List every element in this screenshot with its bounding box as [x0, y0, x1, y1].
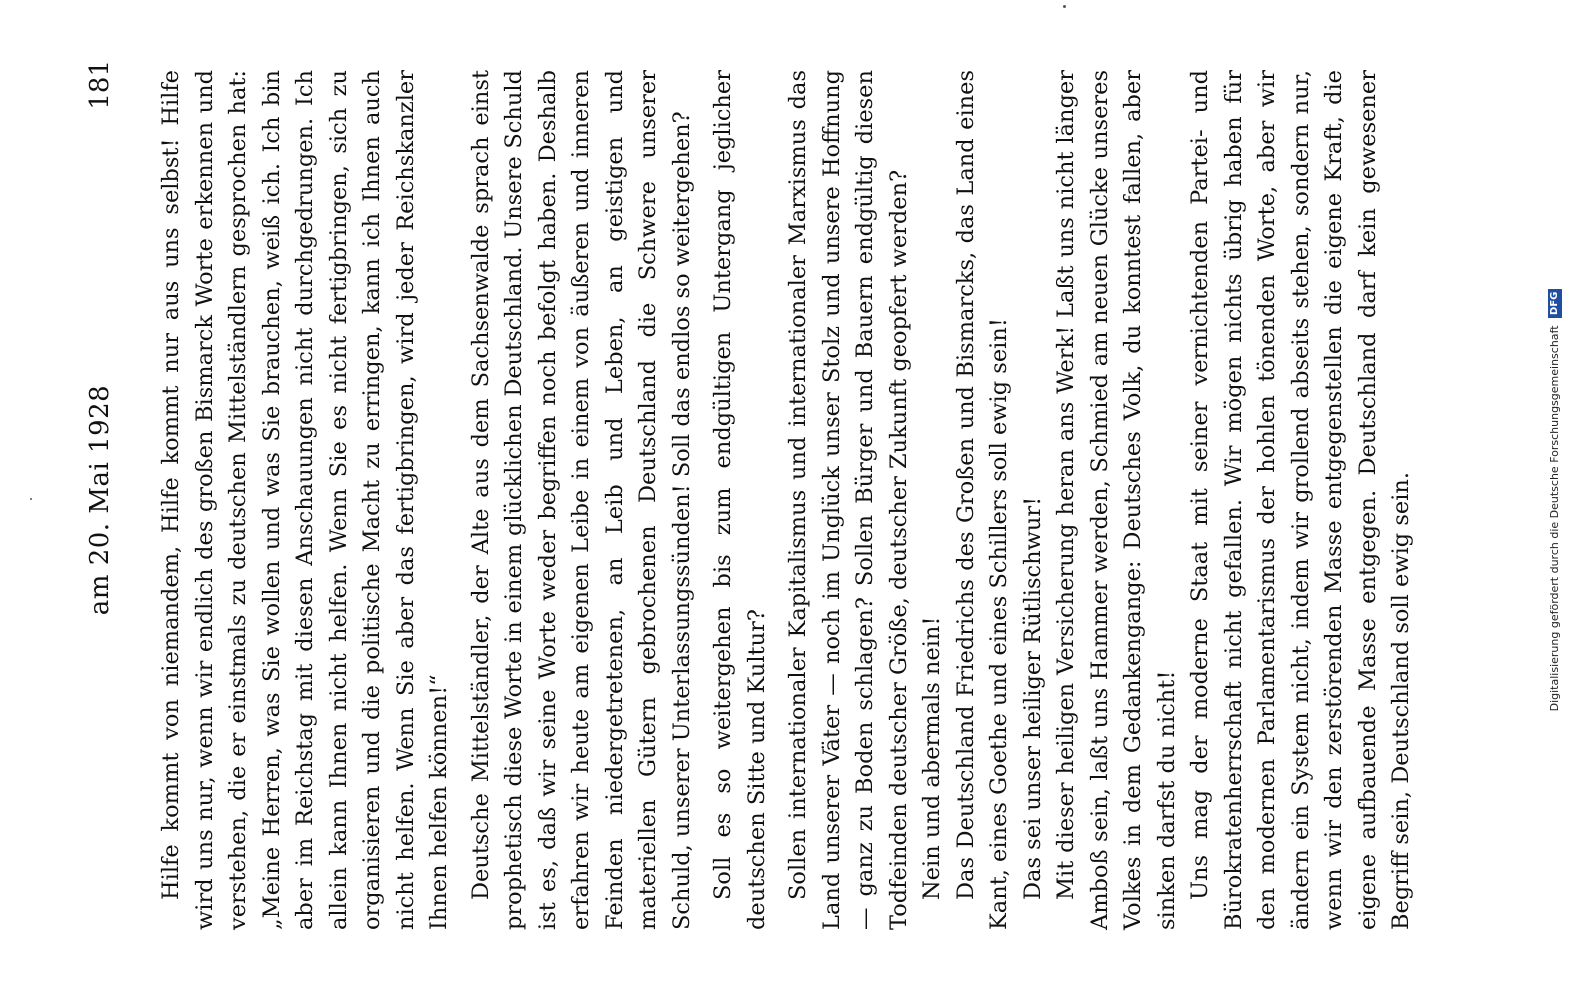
page-header — [85, 40, 125, 960]
scan-speck — [1063, 5, 1066, 8]
paragraph-4: Sollen internationaler Kapitalismus und internationaler Marxismus das Land unserer Väter — noch im Unglück unser Stolz und unsere Hoffnung — ganz zu Boden schlagen? Sollen Bürger und Bauern endgültig diesen Todfeinden deutscher Größe, deutscher Zukunft geopfert werden? — [785, 70, 912, 930]
dfg-logo-icon: DFG — [1548, 289, 1562, 318]
paragraph-2: Deutsche Mittelständler, der Alte aus dem Sachsenwalde sprach einst prophetisch diese Worte in einem glücklichen Deutschland. Unsere Schuld ist es, daß wir seine Worte weder begriffen noch befolgt haben. Deshalb erfahren wir heute am eigenen Leibe in einem von äußeren und inneren Feinden niedergetretenen, an Leib und Leben, an geistigen und materiellen Gütern gebrochenen Deutschland die Schwere unserer Schuld, unserer Unterlassungssünden! Soll das endlos so weitergehen? — [467, 70, 695, 930]
body-text — [155, 70, 1419, 930]
footer-text: Digitalisierung gefördert durch die Deutsche Forschungsgemeinschaft — [1548, 325, 1561, 712]
page-number: 181 — [85, 60, 115, 110]
paragraph-9: Uns mag der moderne Staat mit seiner vernichtenden Partei- und Bürokratenherrschaft nicht gefallen. Wir mögen nichts übrig haben für den modernen Parlamentarismus der hohlen tönenden Worte, aber wir ändern ein System nicht, indem wir grollend abseits stehen, sondern nur, wenn wir den zerstörenden Masse entgegenstellen die eigene Kraft, die eigene aufbauende Masse entgegen. Deutschland darf kein gewesener Begriff sein, Deutschland soll ewig sein. — [1187, 70, 1414, 930]
scan-speck — [30, 498, 32, 500]
paragraph-8: Mit dieser heiligen Versicherung heran ans Werk! Laßt uns nicht länger Amboß sein, laßt uns Hammer werden, Schmied am neuen Glücke unseres Volkes in dem Gedankengange: Deutsches Volk, du konntest fallen, aber sinken darfst du nicht! — [1053, 70, 1180, 930]
paragraph-5: Nein und abermals nein! — [919, 616, 945, 900]
running-head: am 20. Mai 1928 — [85, 384, 115, 616]
paragraph-3: Soll es so weitergehen bis zum endgültigen Untergang jeglicher deutschen Sitte und Kultur? — [710, 70, 770, 930]
paragraph-6: Das Deutschland Friedrichs des Großen und Bismarcks, das Land eines Kant, eines Goethe und eines Schillers soll ewig sein! — [952, 70, 1012, 930]
paragraph-7: Das sei unser heiliger Rütlischwur! — [1019, 496, 1046, 900]
paragraph-1: Hilfe kommt von niemandem, Hilfe kommt nur aus uns selbst! Hilfe wird uns nur, wenn wir endlich des großen Bismarck Worte erkennen und verstehen, die er einstmals zu deutschen Mittelständlern gesprochen hat: „Meine Herren, was Sie wollen und was Sie brauchen, weiß ich. Ich bin aber im Reichstag mit diesen Anschauungen nicht durchgedrungen. Ich allein kann Ihnen nicht helfen. Wenn Sie es nicht fertigbringen, sich zu organisieren und die politische Macht zu erringen, kann ich Ihnen auch nicht helfen. Wenn Sie aber das fertigbringen, wird jeder Reichskanzler Ihnen helfen können!“ — [158, 70, 452, 930]
digitization-footer — [1548, 0, 1562, 1000]
